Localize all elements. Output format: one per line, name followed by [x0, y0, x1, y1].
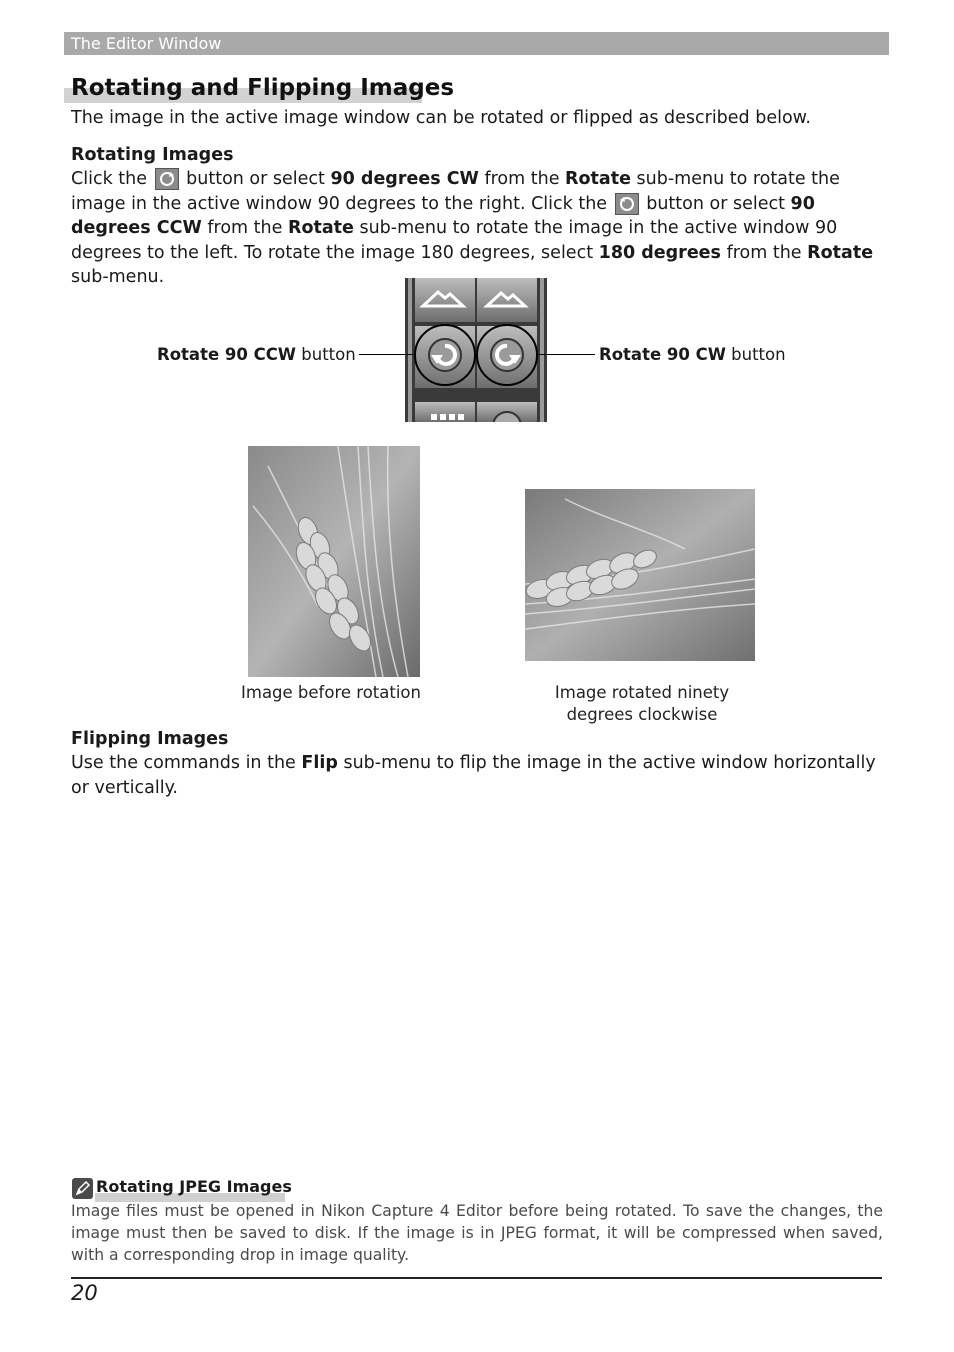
page-title: Rotating and Flipping Images [71, 75, 455, 101]
callout-line-ccw [359, 354, 415, 355]
section-header: The Editor Window [71, 34, 222, 53]
intro-paragraph: The image in the active image window can be rotated or flipped as described below. [71, 108, 811, 128]
note-pencil-icon [72, 1178, 93, 1199]
flipping-heading: Flipping Images [71, 729, 229, 749]
rotate-ccw-icon [429, 339, 461, 371]
callout-ccw: Rotate 90 CCW button [157, 345, 356, 364]
callout-cw: Rotate 90 CW button [599, 345, 786, 364]
toolbar-figure [405, 278, 547, 422]
caption-after-line1: Image rotated ninety [554, 683, 730, 702]
callout-line-cw [537, 354, 595, 355]
rotate-cw-icon [491, 339, 523, 371]
rotating-paragraph: Click the button or select 90 degrees CW from the Rotate sub-menu to rotate the image in the active window 90 degrees to the right. Click the button or select 90 degrees CCW from the Rotate sub-menu to rotate the image in the active window 90 degrees to the left. To rotate the image 180 degrees, select 180 degrees from the Rotate sub-menu. [71, 169, 874, 288]
flipping-paragraph: Use the commands in the Flip sub-menu to flip the image in the active window horizontally or vertically. [71, 753, 876, 798]
caption-before: Image before rotation [241, 683, 421, 702]
page-number: 20 [71, 1281, 98, 1305]
image-before-rotation [248, 446, 420, 677]
image-after-rotation [525, 489, 755, 661]
rotating-heading: Rotating Images [71, 145, 234, 165]
footer-rule [71, 1277, 882, 1279]
caption-after-line2: degrees clockwise [566, 705, 718, 724]
note-body: Image files must be opened in Nikon Capture 4 Editor before being rotated. To save the changes, the image must then be saved to disk. If the image is in JPEG format, it will be compressed when saved, with a corresponding drop in image quality. [71, 1202, 883, 1265]
rotate-cw-icon [155, 168, 179, 190]
note-title: Rotating JPEG Images [96, 1177, 292, 1196]
rotate-ccw-icon [615, 193, 639, 215]
